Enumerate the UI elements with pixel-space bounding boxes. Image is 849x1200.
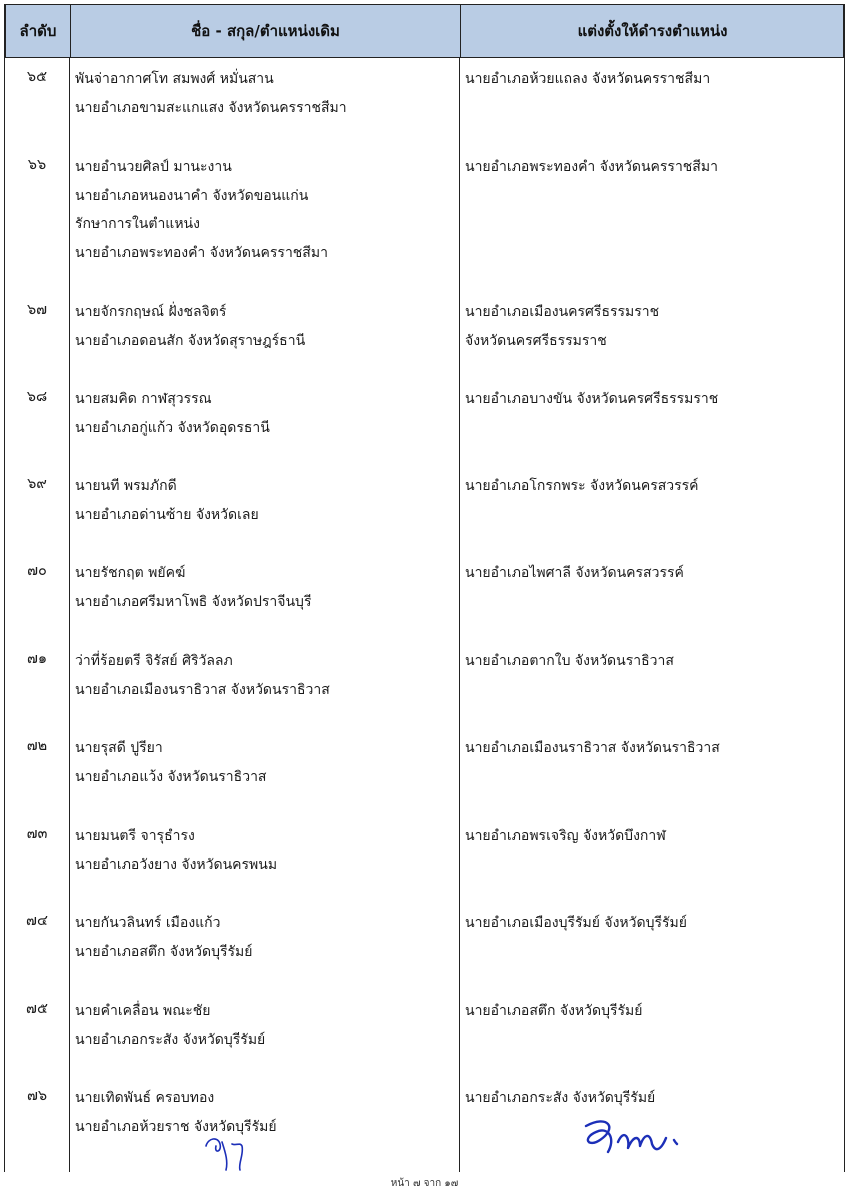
name-line: นายเทิดพันธ์ ครอบทอง (75, 1090, 215, 1106)
position-line: นายอำเภอเมืองบุรีรัมย์ จังหวัดบุรีรัมย์ (465, 915, 687, 931)
name-line: นายอำเภอพระทองคำ จังหวัดนครราชสีมา (75, 244, 328, 261)
position-line: นายอำเภอบางขัน จังหวัดนครศรีธรรมราช (465, 391, 719, 407)
header-order: ลำดับ (19, 22, 57, 40)
row-number: ๗๑ (26, 651, 48, 667)
row-number: ๖๘ (26, 389, 48, 405)
appointed-position (465, 822, 841, 851)
name-line: นายอำเภอสตึก จังหวัดบุรีรัมย์ (75, 943, 253, 960)
name-line: นายจักรกฤษณ์ ฝั่งชลจิตร์ (75, 304, 227, 320)
name-and-former-position (75, 472, 455, 529)
appointed-position (465, 909, 841, 938)
name-line: นายอำเภอแว้ง จังหวัดนราธิวาส (75, 768, 267, 785)
name-and-former-position (75, 385, 455, 442)
appointed-position (465, 298, 841, 355)
appointed-position (465, 734, 841, 763)
appointed-position (465, 647, 841, 676)
row-number: ๗๔ (26, 913, 48, 929)
position-line: นายอำเภอโกรกพระ จังหวัดนครสวรรค์ (465, 478, 699, 494)
signature-mark-right (578, 1108, 698, 1164)
appointed-position (465, 472, 841, 501)
row-number: ๖๕ (26, 69, 48, 85)
appointed-position (465, 997, 841, 1026)
row-number: ๗๒ (26, 738, 48, 754)
position-line: นายอำเภอเมืองนราธิวาส จังหวัดนราธิวาส (465, 740, 720, 756)
name-line: นายอำเภอกระสัง จังหวัดบุรีรัมย์ (75, 1031, 266, 1048)
name-and-former-position (75, 153, 455, 267)
name-and-former-position (75, 65, 455, 122)
appointed-position (465, 385, 841, 414)
name-and-former-position (75, 822, 455, 879)
name-line: นายสมคิด กาฬสุวรรณ (75, 391, 212, 407)
column-divider (69, 58, 70, 1172)
position-line: นายอำเภอพรเจริญ จังหวัดบึงกาฬ (465, 828, 666, 844)
position-line: นายอำเภอเมืองนครศรีธรรมราช (465, 304, 660, 320)
name-line: นายอำเภอด่านซ้าย จังหวัดเลย (75, 506, 259, 523)
name-line: ว่าที่ร้อยตรี จิรัสย์ ศิริวัลลภ (75, 653, 233, 669)
name-line: นายอำเภอกู่แก้ว จังหวัดอุดรธานี (75, 419, 270, 436)
row-number: ๖๖ (27, 157, 47, 173)
name-and-former-position (75, 559, 455, 616)
name-and-former-position (75, 997, 455, 1054)
name-and-former-position (75, 734, 455, 791)
position-line: จังหวัดนครศรีธรรมราช (465, 332, 607, 349)
name-line: พันจ่าอากาศโท สมพงศ์ หมั่นสาน (75, 71, 274, 87)
row-number: ๗๖ (26, 1088, 48, 1104)
name-line: นายอำนวยศิลป์ มานะงาน (75, 159, 232, 175)
column-divider (459, 58, 460, 1172)
table-header (5, 4, 844, 58)
row-number: ๗๕ (26, 1001, 48, 1017)
name-line: รักษาการในตำแหน่ง (75, 216, 200, 232)
position-line: นายอำเภอไพศาลี จังหวัดนครสวรรค์ (465, 565, 684, 581)
name-and-former-position (75, 909, 455, 966)
name-line: นายอำเภอห้วยราช จังหวัดบุรีรัมย์ (75, 1118, 277, 1135)
position-line: นายอำเภอตากใบ จังหวัดนราธิวาส (465, 653, 674, 669)
name-line: นายอำเภอเมืองนราธิวาส จังหวัดนราธิวาส (75, 681, 330, 698)
name-line: นายมนตรี จารุธำรง (75, 828, 195, 844)
name-and-former-position (75, 1084, 455, 1141)
row-number: ๗๐ (27, 563, 47, 579)
position-line: นายอำเภอกระสัง จังหวัดบุรีรัมย์ (465, 1090, 656, 1106)
name-line: นายนที พรมภักดี (75, 478, 177, 494)
row-number: ๖๙ (27, 476, 47, 492)
appointed-position (465, 559, 841, 588)
appointed-position (465, 153, 841, 182)
name-line: นายรุสดี ปูรียา (75, 740, 163, 756)
name-line: นายอำเภอวังยาง จังหวัดนครพนม (75, 856, 278, 873)
name-line: นายอำเภอศรีมหาโพธิ จังหวัดปราจีนบุรี (75, 593, 312, 610)
name-line: นายอำเภอหนองนาคำ จังหวัดขอนแก่น (75, 187, 309, 204)
row-number: ๗๓ (26, 826, 48, 842)
name-line: นายรัชกฤต พยัคฆ์ (75, 565, 186, 581)
signature-mark-left (192, 1124, 262, 1172)
position-line: นายอำเภอห้วยแถลง จังหวัดนครราชสีมา (465, 71, 711, 87)
page-number: หน้า ๗ จาก ๑๗ (390, 1178, 459, 1189)
name-and-former-position (75, 298, 455, 355)
name-line: นายคำเคลื่อน พณะชัย (75, 1003, 211, 1019)
name-line: นายอำเภอดอนสัก จังหวัดสุราษฎร์ธานี (75, 332, 306, 349)
position-line: นายอำเภอสตึก จังหวัดบุรีรัมย์ (465, 1003, 643, 1019)
name-line: นายอำเภอขามสะแกแสง จังหวัดนครราชสีมา (75, 99, 347, 116)
name-and-former-position (75, 647, 455, 704)
appointed-position (465, 65, 841, 94)
name-line: นายกันวลินทร์ เมืองแก้ว (75, 915, 221, 931)
position-line: นายอำเภอพระทองคำ จังหวัดนครราชสีมา (465, 159, 718, 175)
appointment-table (4, 4, 845, 1172)
header-name: ชื่อ - สกุล/ตำแหน่งเดิม (70, 5, 460, 57)
row-number: ๖๗ (26, 302, 48, 318)
header-new-position: แต่งตั้งให้ดำรงตำแหน่ง (460, 5, 844, 57)
